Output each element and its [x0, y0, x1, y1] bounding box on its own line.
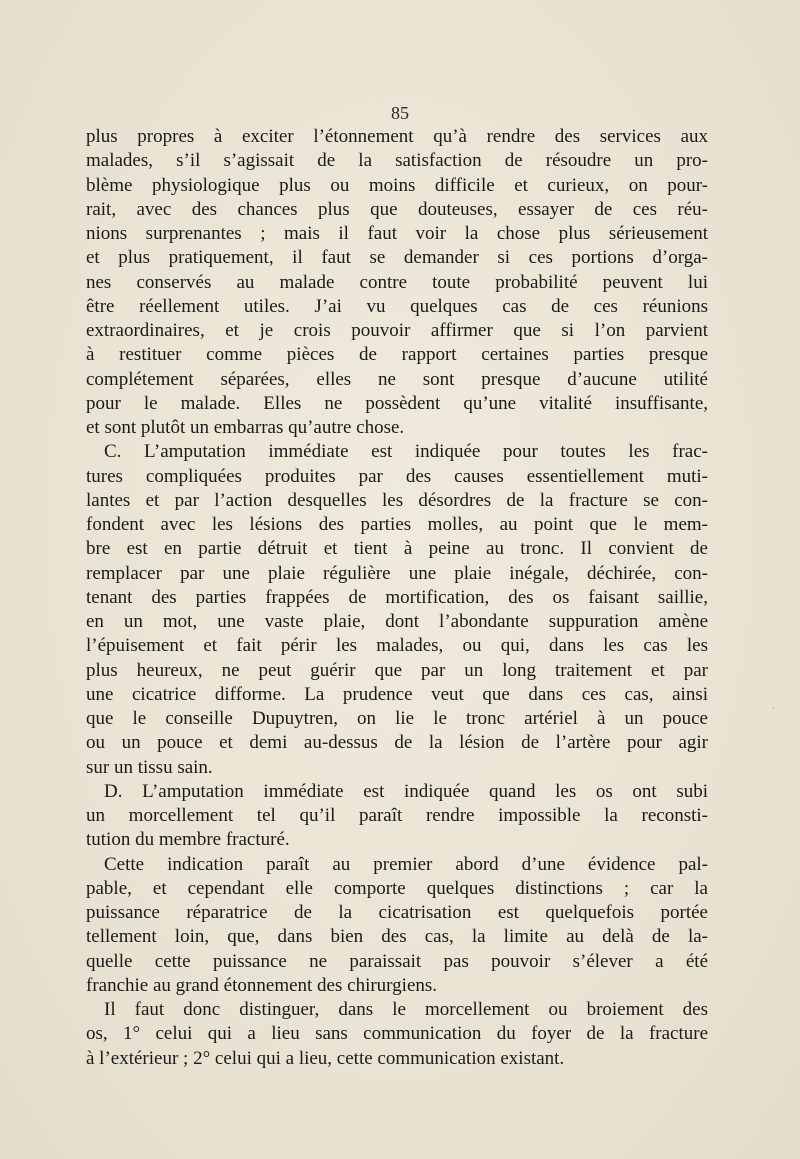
text-line: plus propres à exciter l’étonnement qu’à rendre des services aux	[86, 126, 708, 147]
text-line: D. L’amputation immédiate est indiquée quand les os ont subi	[104, 780, 708, 802]
text-line: une cicatrice difforme. La prudence veut que dans ces cas, ainsi	[86, 683, 708, 705]
paragraph	[86, 125, 708, 440]
text-line: remplacer par une plaie régulière une plaie inégale, déchirée, con-	[86, 562, 708, 584]
text-line: complétement séparées, elles ne sont presque d’aucune utilité	[86, 368, 708, 390]
text-line: extraordinaires, et je crois pouvoir affirmer que si l’on parvient	[86, 320, 708, 341]
text-line: quelle cette puissance ne paraissait pas pouvoir s’élever a été	[86, 950, 708, 972]
paragraph	[86, 853, 708, 999]
text-line: Cette indication paraît au premier abord d’une évidence pal-	[104, 853, 708, 875]
text-line: en un mot, une vaste plaie, dont l’abondante suppuration amène	[86, 611, 708, 632]
text-line: fondent avec les lésions des parties molles, au point que le mem-	[86, 514, 708, 535]
text-line: pour le malade. Elles ne possèdent qu’une vitalité insuffisante,	[86, 392, 708, 414]
text-line: être réellement utiles. J’ai vu quelques cas de ces réunions	[86, 295, 708, 317]
text-line: à restituer comme pièces de rapport certaines parties presque	[86, 344, 708, 366]
page-number: 85	[391, 103, 409, 123]
paper-stain-mark: ·	[772, 704, 775, 714]
text-line: et sont plutôt un embarras qu’autre chose.	[86, 417, 405, 438]
paragraph	[86, 440, 708, 780]
text-line: Il faut donc distinguer, dans le morcellement ou broiement des	[104, 999, 708, 1020]
text-line: C. L’amputation immédiate est indiquée pour toutes les frac-	[104, 441, 708, 463]
text-line: malades, s’il s’agissait de la satisfaction de résoudre un pro-	[86, 150, 708, 172]
text-line: rait, avec des chances plus que douteuses, essayer de ces réu-	[86, 198, 708, 220]
text-line: os, 1° celui qui a lieu sans communication du foyer de la fracture	[86, 1023, 708, 1045]
text-line: et plus pratiquement, il faut se demander si ces portions d’orga-	[86, 247, 708, 269]
text-line: sur un tissu sain.	[86, 756, 213, 778]
text-line: blème physiologique plus ou moins difficile et curieux, on pour-	[86, 174, 708, 196]
text-line: nes conservés au malade contre toute probabilité peuvent lui	[86, 271, 708, 293]
paragraph	[86, 780, 708, 853]
text-line: un morcellement tel qu’il paraît rendre impossible la reconsti-	[86, 805, 708, 826]
text-line: plus heureux, ne peut guérir que par un long traitement et par	[86, 659, 708, 681]
text-line: nions surprenantes ; mais il faut voir la chose plus sérieusement	[86, 223, 708, 244]
text-line: lantes et par l’action desquelles les désordres de la fracture se con-	[86, 489, 708, 511]
text-line: tellement loin, que, dans bien des cas, la limite au delà de la-	[86, 926, 708, 948]
text-line: l’épuisement et fait périr les malades, ou qui, dans les cas les	[86, 635, 708, 657]
text-line: pable, et cependant elle comporte quelques distinctions ; car la	[86, 877, 708, 899]
text-line: puissance réparatrice de la cicatrisation est quelquefois portée	[86, 902, 708, 923]
text-line: franchie au grand étonnement des chirurgiens.	[86, 974, 438, 996]
text-line: tenant des parties frappées de mortification, des os faisant saillie,	[86, 586, 708, 608]
text-line: que le conseille Dupuytren, on lie le tronc artériel à un pouce	[86, 708, 708, 729]
text-line: à l’extérieur ; 2° celui qui a lieu, cette communication existant.	[86, 1047, 565, 1069]
text-line: ou un pouce et demi au-dessus de la lésion de l’artère pour agir	[86, 732, 708, 754]
text-line: tution du membre fracturé.	[86, 829, 290, 851]
body-text	[86, 125, 708, 1071]
text-line: bre est en partie détruit et tient à peine au tronc. Il convient de	[86, 538, 708, 560]
paragraph	[86, 998, 708, 1071]
text-line: tures compliquées produites par des causes essentiellement muti-	[86, 465, 708, 487]
